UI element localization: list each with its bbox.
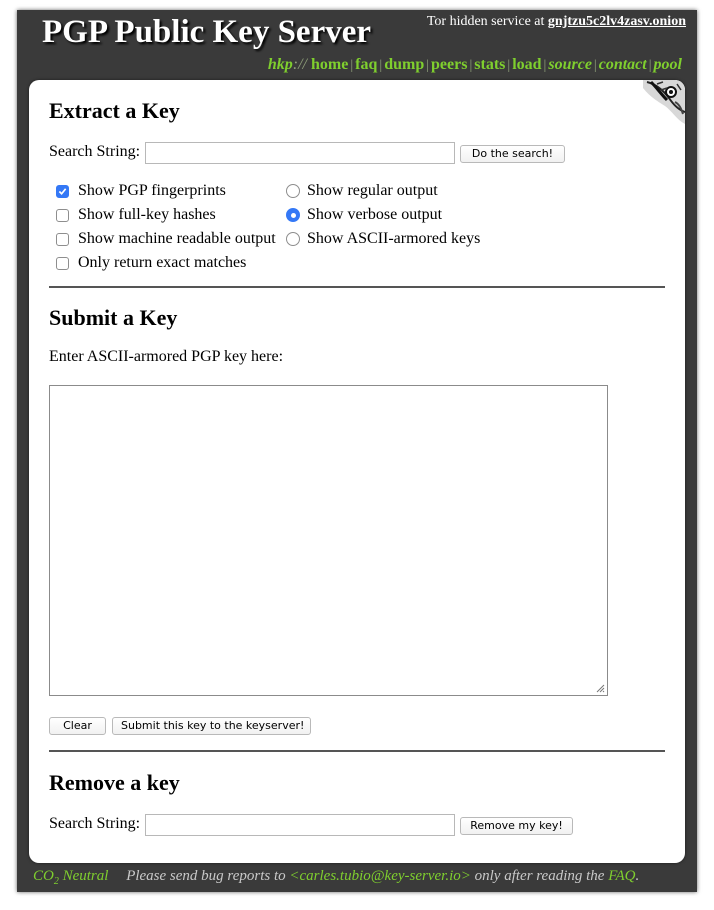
submit-heading: Submit a Key [49, 305, 178, 330]
nav-stats[interactable]: stats [474, 56, 506, 73]
section-divider [49, 286, 665, 288]
search-button[interactable]: Do the search! [460, 145, 565, 163]
checkbox-machine-readable[interactable] [56, 230, 276, 248]
email-link[interactable]: <carles.tubio@key-server.io> [289, 868, 471, 884]
tor-address-link[interactable]: gnjtzu5c2lv4zasv.onion [547, 14, 686, 29]
nav-hkp: hkp [267, 56, 293, 73]
checkbox-show-fingerprints[interactable] [56, 182, 226, 200]
checkbox-unchecked-icon[interactable] [56, 209, 69, 222]
footer-end: . [635, 868, 640, 884]
footer [33, 868, 639, 887]
radio-label: Show verbose output [307, 206, 443, 223]
radio-regular-output[interactable] [286, 182, 438, 200]
bug-report-middle: only after reading the [474, 868, 605, 884]
nav-source[interactable]: source [548, 56, 592, 73]
radio-unselected-icon[interactable] [286, 232, 300, 246]
checkbox-label: Show PGP fingerprints [78, 182, 226, 199]
checkbox-unchecked-icon[interactable] [56, 257, 69, 270]
extract-heading: Extract a Key [49, 98, 180, 123]
checkbox-exact-matches[interactable] [56, 254, 246, 272]
section-divider [49, 750, 665, 752]
tor-notice [427, 14, 686, 30]
bug-report-prefix: Please send bug reports to [126, 868, 286, 884]
radio-unselected-icon[interactable] [286, 184, 300, 198]
top-nav: hkp:// home | faq | dump | peers | stats | load | source | contact | pool [267, 56, 682, 73]
nav-dump[interactable]: dump [384, 56, 425, 73]
nav-faq[interactable]: faq [355, 56, 378, 73]
main-panel [29, 80, 685, 863]
nav-contact[interactable]: contact [598, 56, 647, 73]
checkbox-show-hashes[interactable] [56, 206, 216, 224]
radio-label: Show regular output [307, 182, 438, 199]
nav-load[interactable]: load [512, 56, 542, 73]
tor-prefix: Tor hidden service at [426, 14, 545, 29]
submit-key-button[interactable]: Submit this key to the keyserver! [112, 717, 311, 735]
checkbox-label: Show full-key hashes [78, 206, 216, 223]
checkbox-label: Only return exact matches [78, 254, 247, 271]
radio-verbose-output[interactable] [286, 206, 442, 224]
nav-pool[interactable]: pool [653, 56, 682, 73]
site-title: PGP Public Key Server [42, 14, 372, 50]
footer-faq-link[interactable]: FAQ [608, 868, 636, 884]
checkbox-unchecked-icon[interactable] [56, 233, 69, 246]
remove-search-label: Search String: [49, 815, 141, 832]
co2-neutral-badge: $CO_2$ Neutral [33, 868, 109, 887]
radio-label: Show ASCII-armored keys [307, 230, 481, 247]
extract-search-input[interactable] [145, 142, 455, 164]
key-textarea[interactable] [49, 385, 608, 696]
resize-grip-icon[interactable] [595, 683, 605, 693]
checkbox-checked-icon[interactable] [56, 185, 69, 198]
remove-heading: Remove a key [49, 770, 180, 795]
corner-illustration-icon [637, 80, 685, 128]
submit-prompt: Enter ASCII-armored PGP key here: [49, 348, 284, 365]
remove-key-button[interactable]: Remove my key! [460, 817, 573, 835]
nav-peers[interactable]: peers [431, 56, 468, 73]
nav-home[interactable]: home [311, 56, 349, 73]
radio-ascii-armored[interactable] [286, 230, 480, 248]
checkbox-label: Show machine readable output [78, 230, 276, 247]
extract-search-label: Search String: [49, 143, 141, 160]
clear-button[interactable]: Clear [49, 717, 106, 735]
remove-search-input[interactable] [145, 814, 455, 836]
radio-selected-icon[interactable] [286, 208, 300, 222]
nav-scheme-sep: :// [292, 56, 307, 73]
